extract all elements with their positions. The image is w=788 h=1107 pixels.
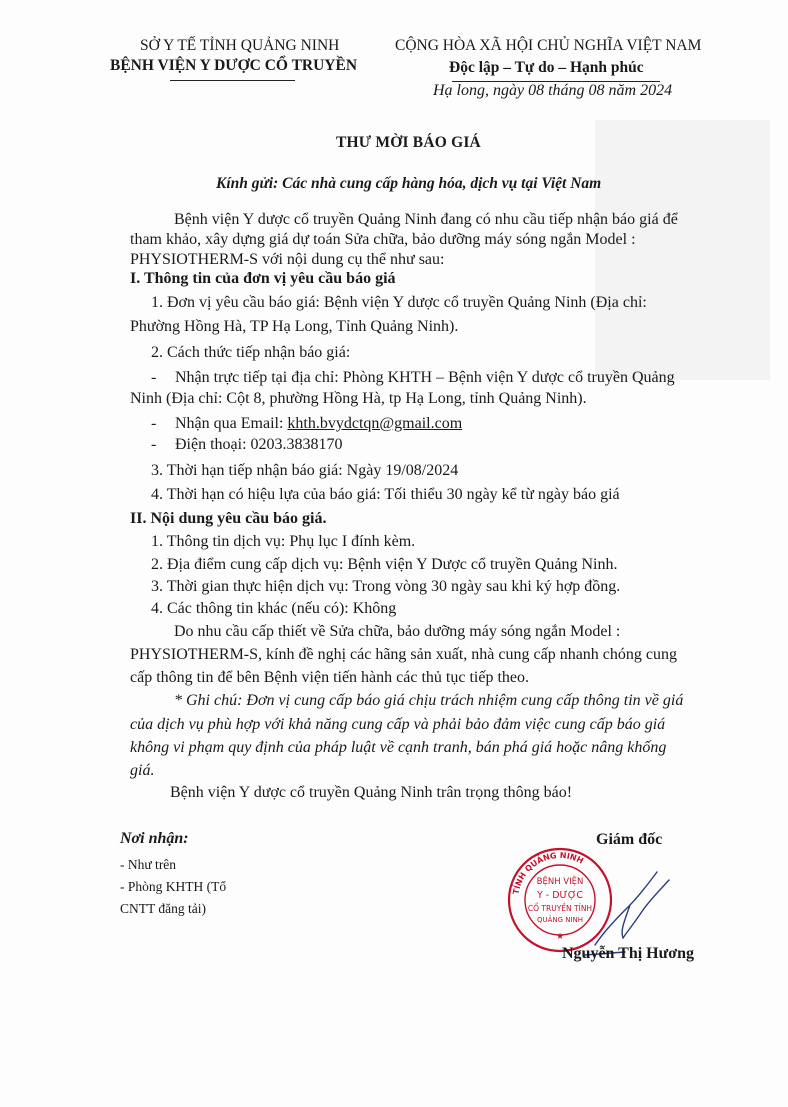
- section-2-item-1: 1. Thông tin dịch vụ: Phụ lục I đính kèm.: [151, 533, 416, 550]
- note-line-2: của dịch vụ phù hợp với khả năng cung cấp và phải bảo đảm việc cung cấp báo giá: [130, 716, 666, 733]
- section-1-heading: I. Thông tin của đơn vị yêu cầu báo giá: [130, 270, 396, 287]
- stamp-line-1: BỆNH VIỆN: [536, 877, 584, 887]
- stamp-ring-text: TỈNH QUẢNG NINH: [511, 850, 585, 896]
- stamp-line-3: CỔ TRUYỀN TỈNH: [527, 904, 593, 913]
- stamp-star-icon: ★: [555, 931, 565, 941]
- intro-line-3: PHYSIOTHERM-S với nội dung cụ thể như sau:: [130, 251, 445, 268]
- section-1-item-1-line-2: Phường Hồng Hà, TP Hạ Long, Tỉnh Quảng Ninh).: [130, 318, 459, 335]
- closing-line-3: cấp thông tin để bên Bệnh viện tiến hành các thủ tục tiếp theo.: [130, 669, 529, 686]
- recipient-item-2: - Phòng KHTH (Tổ: [120, 879, 227, 894]
- section-2-item-4: 4. Các thông tin khác (nếu có): Không: [151, 600, 397, 617]
- recipients-heading: Nơi nhận:: [120, 830, 189, 847]
- dash-direct: -: [151, 369, 157, 386]
- stamp-line-2: Y - DƯỢC: [536, 890, 584, 901]
- agency-line: SỞ Y TẾ TỈNH QUẢNG NINH: [140, 37, 340, 54]
- note-line-1: * Ghi chú: Đơn vị cung cấp báo giá chịu trách nhiệm cung cấp thông tin về giá: [174, 692, 684, 709]
- signer-title: Giám đốc: [596, 831, 663, 848]
- phone-line: Điện thoại: 0203.3838170: [175, 436, 343, 453]
- section-1-item-3: 3. Thời hạn tiếp nhận báo giá: Ngày 19/08/2024: [151, 462, 459, 479]
- regards-line: Bệnh viện Y dược cổ truyền Quảng Ninh trân trọng thông báo!: [170, 784, 573, 801]
- closing-line-1: Do nhu cầu cấp thiết về Sửa chữa, bảo dưỡng máy sóng ngắn Model :: [174, 623, 621, 640]
- recipient-item-3: CNTT đăng tải): [120, 901, 206, 916]
- email-label: Nhận qua Email:: [175, 415, 288, 432]
- hospital-line: BỆNH VIỆN Y DƯỢC CỔ TRUYỀN: [110, 57, 358, 74]
- note-line-3: không vi phạm quy định của pháp luật về cạnh tranh, bán phá giá hoặc nâng khống: [130, 739, 667, 756]
- intro-line-1: Bệnh viện Y dược cổ truyền Quảng Ninh đang có nhu cầu tiếp nhận báo giá để: [174, 211, 678, 228]
- recipient-item-1: - Như trên: [120, 857, 177, 872]
- email-link[interactable]: khth.bvydctqn@gmail.com: [287, 415, 463, 432]
- section-2-item-2: 2. Địa điểm cung cấp dịch vụ: Bệnh viện Y Dược cổ truyền Quảng Ninh.: [151, 556, 618, 573]
- date-line: Hạ long, ngày 08 tháng 08 năm 2024: [433, 82, 673, 99]
- salutation: Kính gửi: Các nhà cung cấp hàng hóa, dịch vụ tại Việt Nam: [216, 175, 602, 192]
- direct-line-1: Nhận trực tiếp tại địa chỉ: Phòng KHTH – Bệnh viện Y dược cổ truyền Quảng: [175, 369, 675, 386]
- dash-email: -: [151, 415, 157, 432]
- section-1-item-4: 4. Thời hạn có hiệu lựa của báo giá: Tối thiểu 30 ngày kể từ ngày báo giá: [151, 486, 620, 503]
- section-2-heading: II. Nội dung yêu cầu báo giá.: [130, 510, 327, 527]
- direct-line-2: Ninh (Địa chỉ: Cột 8, phường Hồng Hà, tp Hạ Long, tỉnh Quảng Ninh).: [130, 390, 587, 407]
- dash-phone: -: [151, 436, 157, 453]
- document-title: THƯ MỜI BÁO GIÁ: [336, 134, 481, 151]
- note-line-4: giá.: [130, 762, 155, 779]
- section-1-item-1-line-1: 1. Đơn vị yêu cầu báo giá: Bệnh viện Y dược cổ truyền Quảng Ninh (Địa chỉ:: [151, 294, 647, 311]
- stamp-line-4: QUẢNG NINH: [536, 916, 584, 924]
- section-2-item-3: 3. Thời gian thực hiện dịch vụ: Trong vòng 30 ngày sau khi ký hợp đồng.: [151, 578, 621, 595]
- intro-line-2: tham khảo, xây dựng giá dự toán Sửa chữa, bảo dưỡng máy sóng ngắn Model :: [130, 231, 636, 248]
- country-line: CỘNG HÒA XÃ HỘI CHỦ NGHĨA VIỆT NAM: [395, 37, 702, 54]
- closing-line-2: PHYSIOTHERM-S, kính đề nghị các hãng sản xuất, nhà cung cấp nhanh chóng cung: [130, 646, 677, 663]
- signer-name: Nguyễn Thị Hương: [562, 945, 694, 962]
- header-left-underline: [170, 80, 295, 81]
- section-1-item-2: 2. Cách thức tiếp nhận báo giá:: [151, 344, 351, 361]
- email-row: [175, 413, 462, 435]
- motto-line: Độc lập – Tự do – Hạnh phúc: [449, 59, 644, 76]
